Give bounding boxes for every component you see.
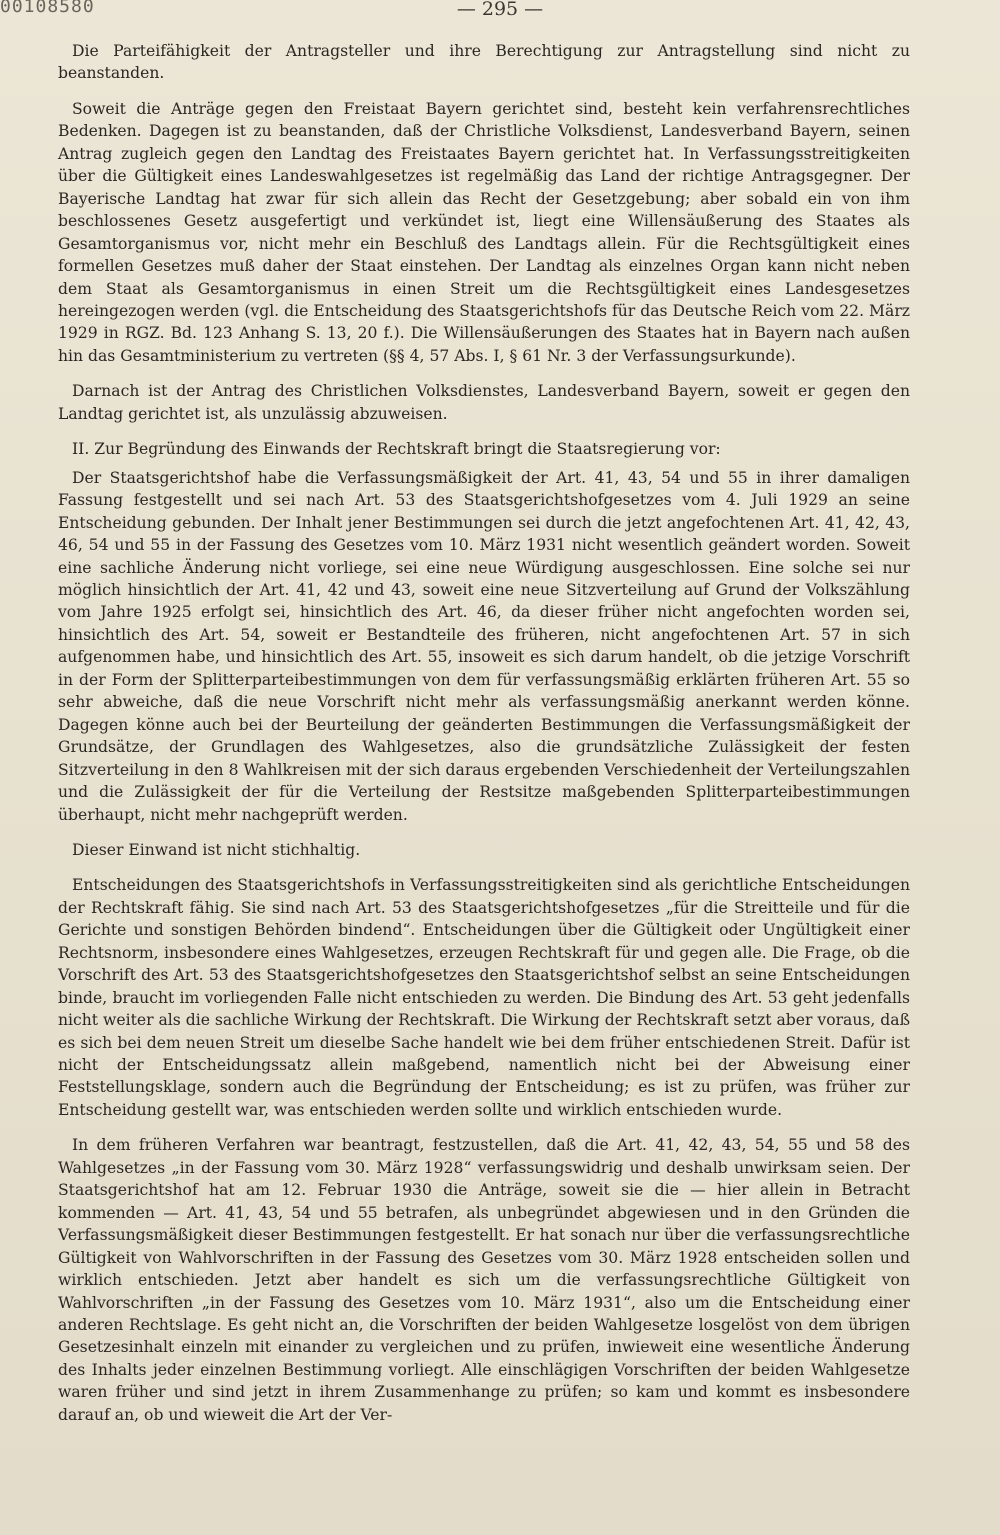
paragraph: In dem früheren Verfahren war beantragt, festzustellen, daß die Art. 41, 42, 43, 54, 55 und 58 des Wahlgesetzes „in der Fassung vom 30. März 1928“ verfassungswidrig und deshalb unwirksam seien. Der Staatsgerichtshof hat am 12. Februar 1930 die Anträge, soweit sie die — hier allein in Betracht kommenden — Art. 41, 43, 54 und 55 betrafen, als unbegründet abgewiesen und in den Gründen die Verfassungsmäßigkeit dieser Bestimmungen festgestellt. Er hat sonach nur über die verfassungsrechtliche Gültigkeit von Wahlvorschriften in der Fassung des Gesetzes vom 30. März 1928 entscheiden sollen und wirklich entschieden. Jetzt aber handelt es sich um die verfassungsrechtliche Gültigkeit von Wahlvorschriften „in der Fassung des Gesetzes vom 10. März 1931“, also um die Entscheidung einer anderen Rechtslage. Es geht nicht an, die Vorschriften der beiden Wahlgesetze losgelöst von dem übrigen Gesetzesinhalt einzeln mit einander zu vergleichen und zu prüfen, inwieweit eine wesentliche Änderung des Inhalts jeder einzelnen Bestimmung vorliegt. Alle einschlägigen Vorschriften der beiden Wahlgesetze waren früher und sind jetzt in ihrem Zusammenhange zu prüfen; so kam und kommt es insbesondere darauf an, ob und wieweit die Art der Ver- <box>58 1136 910 1424</box>
section-heading: II. Zur Begründung des Einwands der Rechtskraft bringt die Staatsregierung vor: <box>72 440 721 459</box>
body-text <box>58 40 910 1426</box>
archive-id: 00108580 <box>0 0 95 17</box>
paragraph: Dieser Einwand ist nicht stichhaltig. <box>72 840 361 859</box>
paragraph: Der Staatsgerichtshof habe die Verfassungsmäßigkeit der Art. 41, 43, 54 und 55 in ihrer damaligen Fassung festgestellt und sei nach Art. 53 des Staatsgerichtshofgesetzes vom 4. Juli 1929 an seine Entscheidung gebunden. Der Inhalt jener Bestimmungen sei durch die jetzt angefochtenen Art. 41, 42, 43, 46, 54 und 55 in der Fassung des Gesetzes vom 10. März 1931 nicht wesentlich geändert worden. Soweit eine sachliche Änderung nicht vorliege, sei eine neue Würdigung ausgeschlossen. Eine solche sei nur möglich hinsichtlich der Art. 41, 42 und 43, soweit eine neue Sitzverteilung auf Grund der Volkszählung vom Jahre 1925 erfolgt sei, hinsichtlich des Art. 46, da dieser früher nicht angefochten worden sei, hinsichtlich des Art. 54, soweit er Bestandteile des früheren, nicht angefochtenen Art. 57 in sich aufgenommen habe, und hinsichtlich des Art. 55, insoweit es sich darum handelt, ob die jetzige Vorschrift in der Form der Splitterparteibestimmungen von dem für verfassungsmäßig erklärten früheren Art. 55 so sehr abweiche, daß die neue Vorschrift nicht mehr als verfassungsmäßig anerkannt werden könne. Dagegen könne auch bei der Beurteilung der geänderten Bestimmungen die Verfassungsmäßigkeit der Grundsätze, der Grundlagen des Wahlgesetzes, also die grundsätzliche Zulässigkeit der festen Sitzverteilung in den 8 Wahlkreisen mit der sich daraus ergebenden Verschiedenheit der Verteilungszahlen und die Zulässigkeit der für die Verteilung der Restsitze maßgebenden Splitterparteibestimmungen überhaupt, nicht mehr nachgeprüft werden. <box>58 468 910 824</box>
page-number: — 295 — <box>456 0 544 20</box>
paragraph: Entscheidungen des Staatsgerichtshofs in Verfassungsstreitigkeiten sind als gerichtliche Entscheidungen der Rechtskraft fähig. Sie sind nach Art. 53 des Staatsgerichtshofgesetzes „für die Streitteile und für die Gerichte und sonstigen Behörden bindend“. Entscheidungen über die Gültigkeit oder Ungültigkeit einer Rechtsnorm, insbesondere eines Wahlgesetzes, erzeugen Rechtskraft für und gegen alle. Die Frage, ob die Vorschrift des Art. 53 des Staatsgerichtshofgesetzes den Staatsgerichtshof selbst an seine Entscheidungen binde, braucht im vorliegenden Falle nicht entschieden zu werden. Die Bindung des Art. 53 geht jedenfalls nicht weiter als die sachliche Wirkung der Rechtskraft. Die Wirkung der Rechtskraft setzt aber voraus, daß es sich bei dem neuen Streit um dieselbe Sache handelt wie bei dem früher entschiedenen Streit. Dafür ist nicht der Entscheidungssatz allein maßgebend, namentlich nicht bei der Abweisung einer Feststellungsklage, sondern auch die Begründung der Entscheidung; es ist zu prüfen, was früher zur Entscheidung gestellt war, was entschieden werden sollte und wirklich entschieden wurde. <box>58 876 910 1119</box>
paragraph: Darnach ist der Antrag des Christlichen Volksdienstes, Landesverband Bayern, soweit er gegen den Landtag gerichtet ist, als unzulässig abzuweisen. <box>58 382 910 423</box>
paragraph: Soweit die Anträge gegen den Freistaat Bayern gerichtet sind, besteht kein verfahrensrechtliches Bedenken. Dagegen ist zu beanstanden, daß der Christliche Volksdienst, Landesverband Bayern, seinen Antrag zugleich gegen den Landtag des Freistaates Bayern gerichtet hat. In Verfassungsstreitigkeiten über die Gültigkeit eines Landeswahlgesetzes ist regelmäßig das Land der richtige Antragsgegner. Der Bayerische Landtag hat zwar für sich allein das Recht der Gesetzgebung; aber sobald ein von ihm beschlossenes Gesetz ausgefertigt und verkündet ist, liegt eine Willensäußerung des Staates als Gesamtorganismus vor, nicht mehr ein Beschluß des Landtags allein. Für die Rechtsgültigkeit eines formellen Gesetzes muß daher der Staat einstehen. Der Landtag als einzelnes Organ kann nicht neben dem Staat als Gesamtorganismus in einen Streit um die Rechtsgültigkeit eines Landesgesetzes hereingezogen werden (vgl. die Entscheidung des Staatsgerichtshofs für das Deutsche Reich vom 22. März 1929 in RGZ. Bd. 123 Anhang S. 13, 20 f.). Die Willensäußerungen des Staates hat in Bayern nach außen hin das Gesamtministerium zu vertreten (§§ 4, 57 Abs. I, § 61 Nr. 3 der Verfassungsurkunde). <box>58 99 910 365</box>
paragraph: Die Parteifähigkeit der Antragsteller und ihre Berechtigung zur Antragstellung sind nicht zu beanstanden. <box>58 42 910 83</box>
